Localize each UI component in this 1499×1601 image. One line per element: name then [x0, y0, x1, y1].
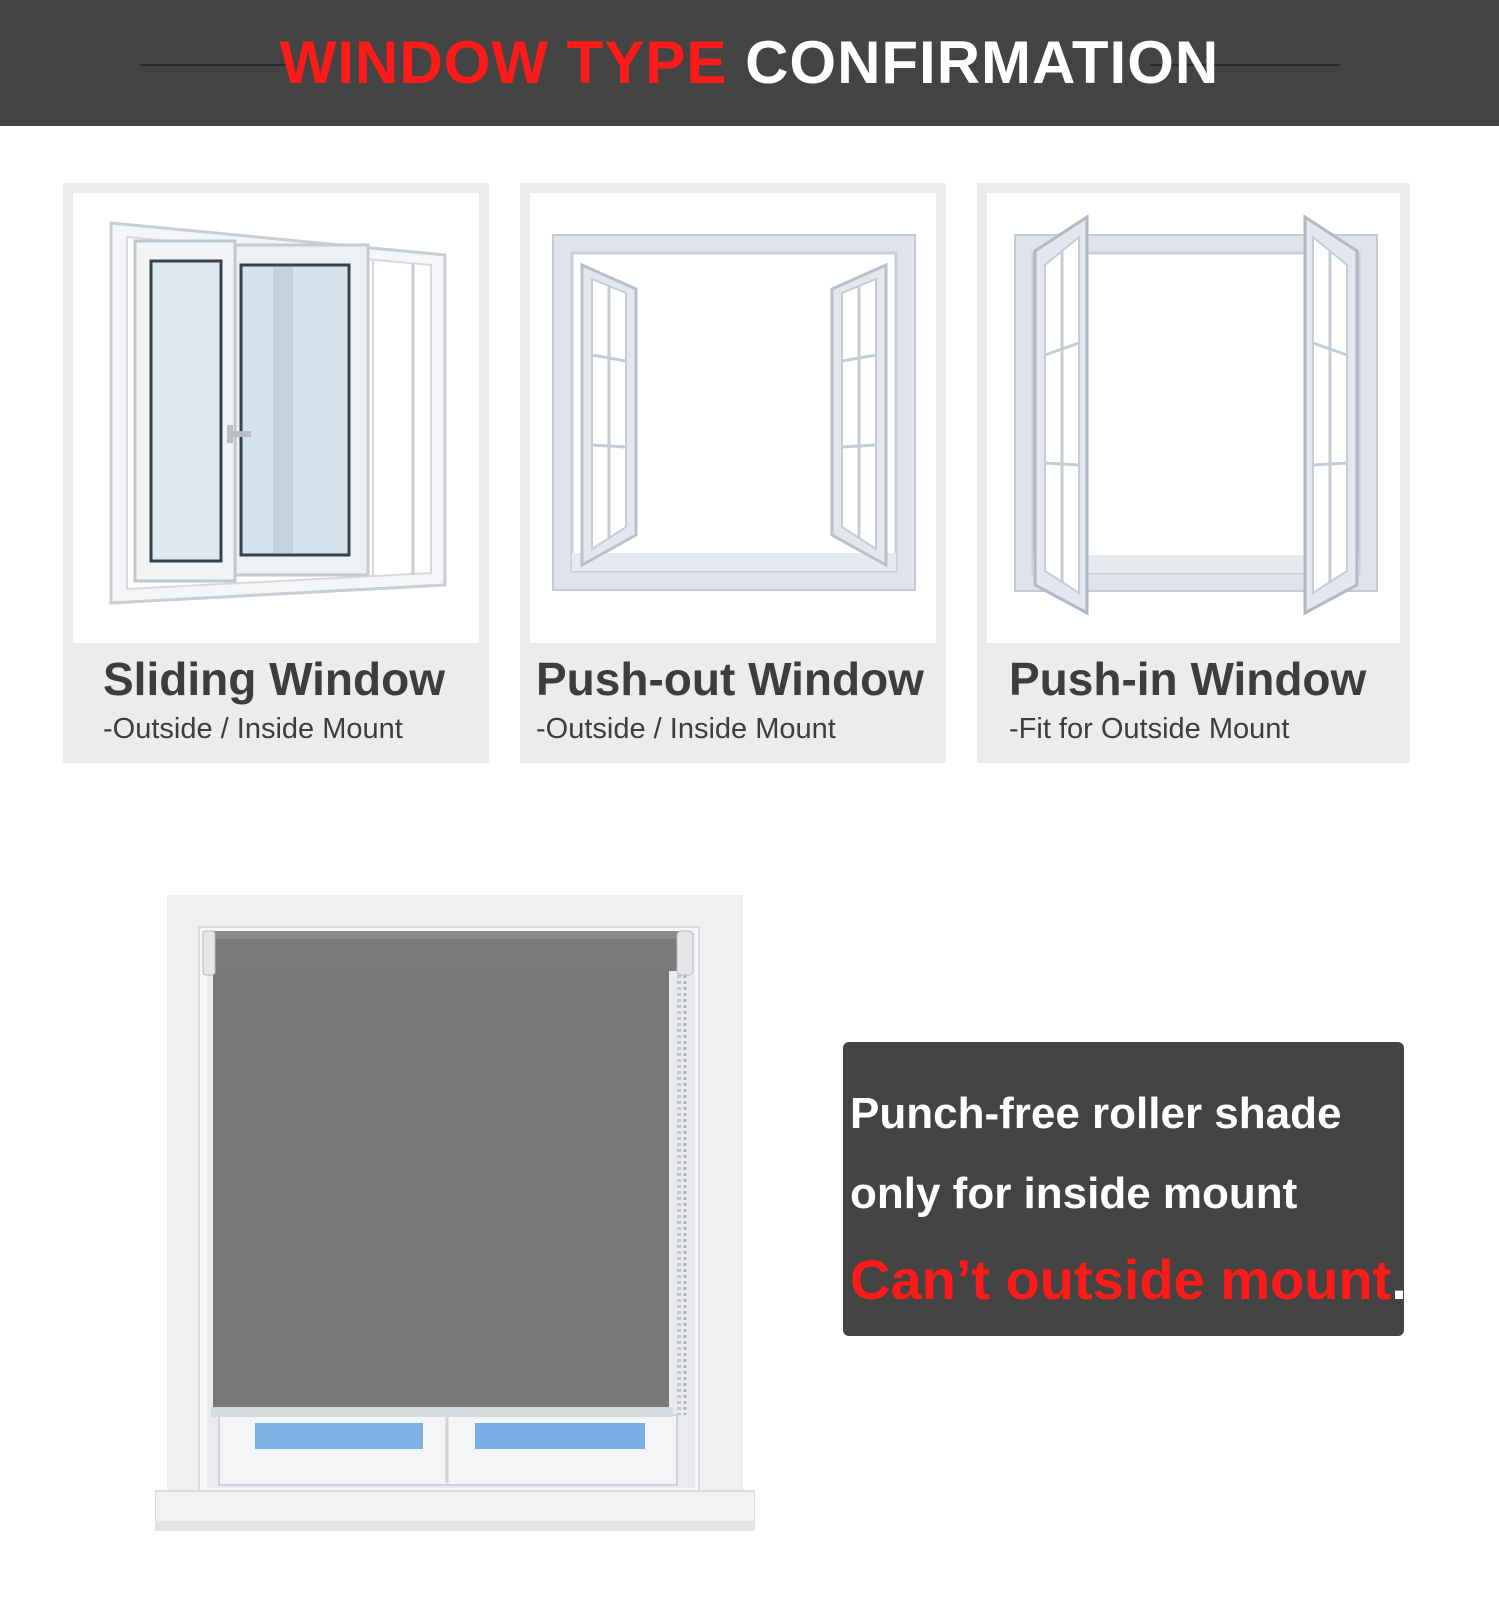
- window-type-mount: -Fit for Outside Mount: [1009, 713, 1290, 745]
- notice-warning-line: [850, 1245, 1407, 1315]
- page-title: [0, 28, 1499, 98]
- window-type-card-push-in: [977, 183, 1410, 763]
- window-type-mount: -Outside / Inside Mount: [536, 713, 836, 745]
- window-type-card-push-out: [520, 183, 946, 763]
- window-type-card-sliding: [63, 183, 489, 763]
- mount-notice-box: [843, 1042, 1407, 1336]
- push-out-window-icon: [530, 193, 936, 643]
- header-banner: [0, 0, 1499, 126]
- sliding-window-image: [73, 193, 479, 643]
- notice-period: .: [1391, 1248, 1407, 1311]
- title-accent: WINDOW TYPE: [279, 29, 728, 96]
- title-rest: CONFIRMATION: [745, 29, 1220, 96]
- notice-line-2: only for inside mount: [850, 1169, 1298, 1218]
- window-type-mount: -Outside / Inside Mount: [103, 713, 403, 745]
- push-in-window-image: [987, 193, 1400, 643]
- notice-line-1: Punch-free roller shade: [850, 1089, 1342, 1138]
- window-type-name: Push-in Window: [1009, 653, 1367, 705]
- window-type-name: Sliding Window: [103, 653, 445, 705]
- window-type-name: Push-out Window: [536, 653, 924, 705]
- push-out-window-image: [530, 193, 936, 643]
- roller-shade-image: [155, 895, 755, 1545]
- push-in-window-icon: [987, 193, 1400, 643]
- notice-warning: Can’t outside mount: [850, 1248, 1392, 1311]
- sliding-window-icon: [73, 193, 479, 643]
